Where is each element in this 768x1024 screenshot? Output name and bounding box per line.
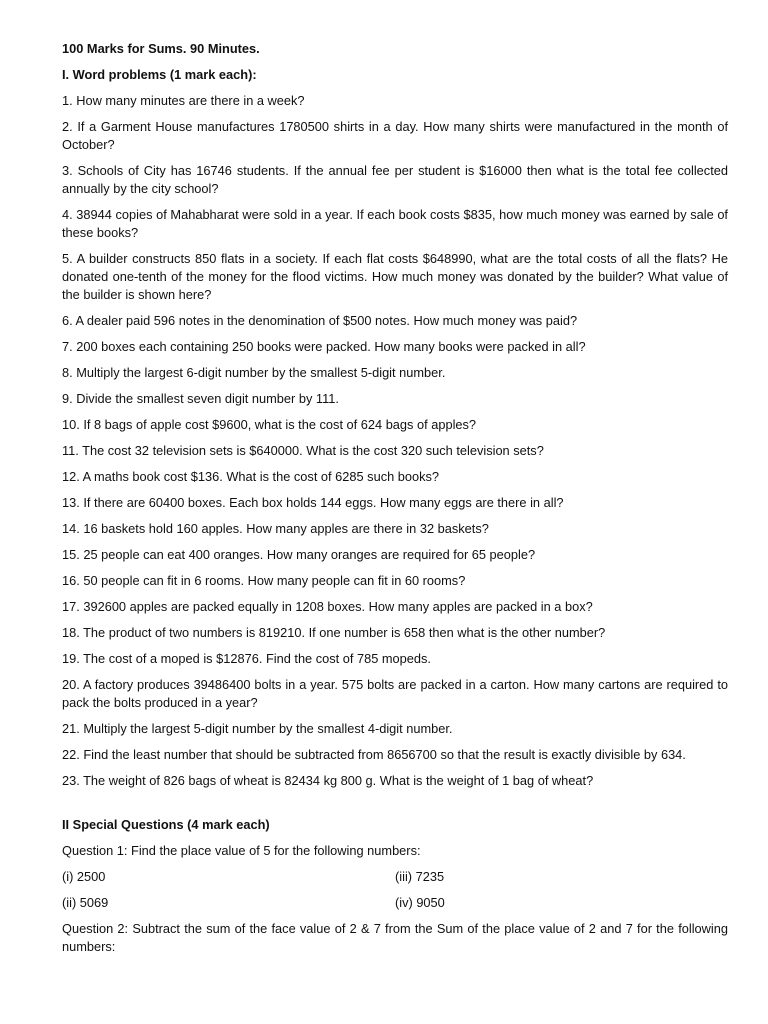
question-18: 18. The product of two numbers is 819210. If one number is 658 then what is the other number? [62,625,606,640]
question-6: 6. A dealer paid 596 notes in the denomination of $500 notes. How much money was paid? [62,313,578,328]
question-11: 11. The cost 32 television sets is $640000. What is the cost 320 such television sets? [62,443,544,458]
question-17: 17. 392600 apples are packed equally in 1208 boxes. How many apples are packed in a box? [62,599,593,614]
doc-header: 100 Marks for Sums. 90 Minutes. [62,41,260,56]
question-12: 12. A maths book cost $136. What is the cost of 6285 such books? [62,469,440,484]
question-23: 23. The weight of 826 bags of wheat is 82434 kg 800 g. What is the weight of 1 bag of wheat? [62,773,594,788]
question-8: 8. Multiply the largest 6-digit number by the smallest 5-digit number. [62,365,446,380]
special-q1-item-iii: (iii) 7235 [395,869,445,884]
section-spacer [62,798,728,816]
special-q1-item-ii: (ii) 5069 [62,895,109,910]
special-q1-item-iv: (iv) 9050 [395,895,445,910]
question-1: 1. How many minutes are there in a week? [62,93,305,108]
question-19: 19. The cost of a moped is $12876. Find the cost of 785 mopeds. [62,651,431,666]
question-3: 3. Schools of City has 16746 students. If the annual fee per student is $16000 then what is the total fee collected annually by the city school? [62,163,728,196]
special-q1-item-i: (i) 2500 [62,869,106,884]
question-4: 4. 38944 copies of Mahabharat were sold in a year. If each book costs $835, how much money was earned by sale of these books? [62,207,728,240]
question-10: 10. If 8 bags of apple cost $9600, what is the cost of 624 bags of apples? [62,417,477,432]
question-9: 9. Divide the smallest seven digit number by 111. [62,391,339,406]
special-question-2: Question 2: Subtract the sum of the face value of 2 & 7 from the Sum of the place value of 2 and 7 for the following numbers: [62,921,728,954]
question-21: 21. Multiply the largest 5-digit number by the smallest 4-digit number. [62,721,453,736]
question-13: 13. If there are 60400 boxes. Each box holds 144 eggs. How many eggs are there in all? [62,495,564,510]
section-2-title: II Special Questions (4 mark each) [62,817,270,832]
special-q1-row-1 [62,868,728,886]
special-q1-row-2 [62,894,728,912]
question-16: 16. 50 people can fit in 6 rooms. How many people can fit in 60 rooms? [62,573,466,588]
question-22: 22. Find the least number that should be subtracted from 8656700 so that the result is exactly divisible by 634. [62,747,686,762]
question-15: 15. 25 people can eat 400 oranges. How many oranges are required for 65 people? [62,547,536,562]
question-2: 2. If a Garment House manufactures 1780500 shirts in a day. How many shirts were manufactured in the month of October? [62,119,728,152]
special-question-1: Question 1: Find the place value of 5 for the following numbers: [62,843,421,858]
section-1-title: I. Word problems (1 mark each): [62,67,257,82]
question-5: 5. A builder constructs 850 flats in a society. If each flat costs $648990, what are the total costs of all the flats? He donated one-tenth of the money for the flood victims. How much money was donated by the builder? What value of the builder is shown here? [62,251,728,302]
question-14: 14. 16 baskets hold 160 apples. How many apples are there in 32 baskets? [62,521,489,536]
question-7: 7. 200 boxes each containing 250 books were packed. How many books were packed in all? [62,339,586,354]
question-20: 20. A factory produces 39486400 bolts in a year. 575 bolts are packed in a carton. How many cartons are required to pack the bolts produced in a year? [62,677,728,710]
